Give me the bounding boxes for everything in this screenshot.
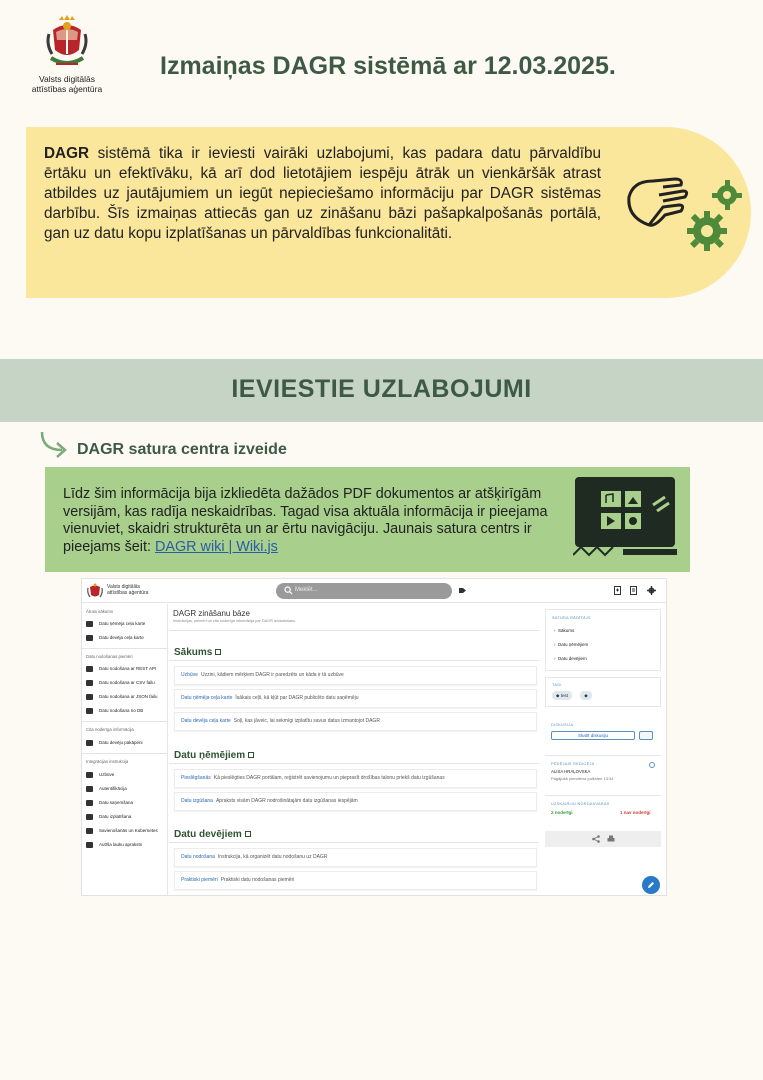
content-centre-body: Līdz šim informācija bija izkliedēta dažādos PDF dokumentos ar atšķirīgām versijām, kas radīja neskaidrības. Tagad visa aktuāla informācija ir pieejama vienuviet, skaidri strukturēta un ar ērtu navigāciju. Jaunais satura centrs ir pieejams šeit: — [63, 486, 548, 555]
editor-name: ALISA HRAĻOVSKA — [551, 769, 591, 774]
toc-item[interactable]: › Datu ņēmējiem — [554, 642, 589, 647]
not-useful-count[interactable]: 1 nav noderīgi — [620, 810, 651, 815]
section-title: DAGR satura centra izveide — [77, 441, 287, 458]
wiki-content — [169, 604, 541, 896]
section-band — [0, 359, 763, 422]
item-link[interactable]: Datu ņēmēja ceļa karte — [181, 695, 233, 701]
wiki-page-title: DAGR zināšanu bāze — [173, 609, 250, 618]
band-title: IEVIESTIE UZLABOJUMI — [231, 375, 532, 403]
sidebar-item-label: Datu nodošana ar CSV failu — [99, 680, 155, 686]
sidebar-item-label: Uzbūve — [99, 772, 115, 778]
sidebar-item[interactable] — [86, 772, 114, 778]
document-icon — [86, 814, 93, 820]
edited-time: Pagājušā pirmdiena pulksten 13:34 — [551, 776, 614, 781]
intro-panel — [26, 127, 751, 298]
document-icon — [86, 800, 93, 806]
sidebar-item-label: Datu devēju pakāpeni — [99, 740, 143, 746]
sidebar-item-label: Autentifikācija — [99, 786, 127, 792]
content-divider — [169, 660, 539, 661]
sidebar-item[interactable] — [86, 621, 145, 627]
wiki-page-subtitle: Instrukcijas, piemēri un cita noderīga informācija par DAGR izmantošanu — [173, 619, 296, 623]
toc-item-label: Datu devējiem — [558, 656, 587, 661]
share-bar — [545, 831, 661, 847]
map-icon — [86, 635, 93, 641]
search-placeholder: Meklēt... — [295, 587, 318, 593]
list-item[interactable] — [174, 871, 537, 890]
toc-item-label: Datu ņēmējiem — [558, 642, 589, 647]
sidebar-item-label: Datu izplatīšana — [99, 814, 132, 820]
content-centre-text — [63, 486, 563, 556]
section-heading-label: Datu devējiem — [174, 829, 242, 840]
item-link[interactable]: Datu izgūšana — [181, 798, 213, 804]
sidebar-item[interactable] — [86, 828, 158, 834]
sidebar-item-label: Datu nodošana no DB — [99, 708, 144, 714]
sidebar-item-label: Datu nodošana ar REST API — [99, 666, 157, 672]
copy-icon[interactable] — [245, 831, 251, 837]
wiki-logo-icon — [87, 582, 103, 600]
wiki-logo-line-1: Valsts digitālās — [107, 584, 140, 590]
rating-header: UZSKAIRIJU NORDAKVARAS — [551, 802, 610, 806]
toc-item[interactable]: › Sākums — [554, 628, 575, 633]
useful-count[interactable]: 2 noderīgi — [551, 810, 573, 815]
wiki-link[interactable]: DAGR wiki | Wiki.js — [154, 538, 278, 555]
intro-paragraph — [44, 144, 601, 244]
list-item[interactable] — [174, 689, 537, 708]
logo-line-2: attīstības aģentūra — [31, 84, 103, 94]
section-heading-givers — [174, 829, 251, 840]
edit-page-button[interactable] — [642, 876, 660, 894]
hand-gears-icon — [619, 165, 749, 255]
section-heading-start — [174, 647, 221, 658]
discussion-panel — [545, 721, 661, 747]
list-item[interactable] — [174, 769, 537, 788]
content-divider — [169, 763, 539, 764]
copy-icon[interactable] — [215, 649, 221, 655]
sidebar-item[interactable] — [86, 800, 133, 806]
sidebar-item[interactable] — [86, 680, 155, 686]
print-icon[interactable] — [607, 835, 615, 843]
map-icon — [86, 621, 93, 627]
tags-header: TAGI — [552, 683, 562, 687]
item-description: Praktiski datu nodošanas piemēri — [220, 877, 295, 883]
table-icon — [86, 842, 93, 848]
sidebar-header-integration: Integrācijas instrukcija — [86, 759, 129, 764]
all-tags-chip[interactable]: ◆ — [580, 691, 592, 700]
coat-of-arms-icon — [44, 14, 90, 72]
item-link[interactable]: Uzbūve — [181, 672, 198, 678]
sidebar-divider — [82, 753, 167, 754]
braces-icon — [86, 694, 93, 700]
item-description: Instrukcija, kā organizēt datu nodošanu uz DAGR — [217, 854, 328, 860]
last-edited-panel — [545, 755, 661, 787]
gear-icon[interactable] — [647, 586, 656, 595]
item-link[interactable]: Datu devēja ceļa karte — [181, 718, 231, 724]
file-icon — [86, 680, 93, 686]
intro-body: sistēmā tika ir ieviesti vairāki uzlabojumi, kas padara datu pārvaldību ērtāku un efektīvāku, kā arī dod lietotājiem iespēju ātrāk un vienkāršāk atrast atbildes uz jautājumiem un iegūt nepieciešamo informāciju par DAGR sistēmas darbību. Šīs izmaiņas attiecās gan uz zināšanu bāzi pašapkalpošanās portālā, gan uz datu kopu izplatīšanas un pārvaldības funkcionalitāti. — [44, 145, 601, 242]
sidebar-item[interactable] — [86, 814, 131, 820]
section-heading-label: Sākums — [174, 647, 213, 658]
toc-item[interactable]: › Datu devējiem — [554, 656, 587, 661]
list-item[interactable] — [174, 792, 537, 811]
sidebar-item[interactable] — [86, 786, 127, 792]
sidebar-item-label: Datu ņēmēja ceļa karte — [99, 621, 146, 627]
tag-icon[interactable] — [459, 587, 467, 594]
toc-header: SATURA RĀDĪTĀJS — [552, 616, 591, 620]
list-item[interactable] — [174, 712, 537, 731]
sidebar-item-label: Datu saņemšana — [99, 800, 134, 806]
section-heading-label: Datu ņēmējiem — [174, 750, 246, 761]
sidebar-item[interactable] — [86, 635, 144, 641]
structure-icon — [86, 772, 93, 778]
sidebar-item[interactable] — [86, 740, 143, 746]
tag-chip[interactable]: ◆ test — [552, 691, 572, 700]
wiki-topbar — [82, 579, 667, 603]
wiki-screenshot — [81, 578, 667, 896]
wiki-sidebar — [82, 604, 168, 896]
toc-item-label: Sākums — [558, 628, 575, 633]
lock-icon — [86, 786, 93, 792]
sidebar-header-quickstart: Ātrais sākums — [86, 609, 113, 614]
sidebar-divider — [82, 721, 167, 722]
item-link[interactable]: Pieslēgšanās — [181, 775, 211, 781]
intro-lead: DAGR — [44, 145, 90, 162]
content-divider — [169, 842, 539, 843]
sidebar-header-examples: Datu nodošanas piemēri — [86, 654, 133, 659]
sidebar-item-label: Datu devēja ceļa karte — [99, 635, 144, 641]
content-divider — [169, 630, 539, 631]
item-link[interactable]: Datu nodošana — [181, 854, 215, 860]
wiki-logo-line-2: attīstības aģentūra — [107, 590, 149, 596]
tag-chip-label: test — [560, 693, 568, 698]
api-icon — [86, 666, 93, 672]
rating-panel — [545, 795, 661, 825]
wiki-logo-text — [107, 584, 148, 596]
section-heading-takers — [174, 750, 254, 761]
item-description: Soļi, kas jāveic, lai sekmīgi izplatītu savus datus izmantojot DAGR — [233, 718, 380, 724]
logo-line-1: Valsts digitālās — [38, 74, 96, 84]
search-icon — [284, 586, 293, 595]
sidebar-item-label: Autīša lauku apraksts — [99, 842, 143, 848]
item-link[interactable]: Praktiski piemēri — [181, 877, 218, 883]
history-icon[interactable] — [649, 762, 655, 768]
content-centre-panel — [45, 467, 690, 572]
list-item[interactable] — [174, 848, 537, 867]
item-description: Kā pieslēgties DAGR portālam, reģistrēt savienojumu un pieprasīt drošības talonu priekš datu izgūšanas — [213, 775, 445, 781]
comment-icon[interactable] — [639, 731, 653, 740]
sidebar-item[interactable] — [86, 708, 143, 714]
database-icon — [86, 708, 93, 714]
tags-panel — [545, 677, 661, 707]
discussion-header: DISKUSIJA — [551, 723, 574, 727]
item-description: Īsākais ceļš, kā kļūt par DAGR publicēto datu saņēmēju — [235, 695, 359, 701]
agency-logo — [22, 14, 112, 94]
item-description: Apraksts visām DAGR nodrošinātajām datu izgūšanas iespējām — [215, 798, 358, 804]
sidebar-item[interactable] — [86, 666, 156, 672]
chat-icon — [86, 740, 93, 746]
sidebar-divider — [82, 648, 167, 649]
wiki-search-input[interactable] — [276, 583, 452, 599]
sidebar-item[interactable] — [86, 694, 158, 700]
curved-arrow-icon — [38, 430, 72, 460]
copy-icon[interactable] — [248, 752, 254, 758]
pencil-icon — [647, 881, 655, 889]
item-description: Uzzini, kādiem mērķiem DAGR ir paredzēts un kāda ir tā uzbūve — [200, 672, 344, 678]
view-discussion-button[interactable]: Skatīt diskusiju — [551, 731, 635, 740]
network-icon — [86, 828, 93, 834]
page-title: Izmaiņas DAGR sistēmā ar 12.03.2025. — [160, 52, 616, 80]
sidebar-item[interactable] — [86, 842, 142, 848]
monitor-media-icon — [573, 475, 678, 557]
sidebar-item-label: Savienošanās un Kubernetes — [99, 828, 158, 834]
share-icon[interactable] — [592, 835, 600, 843]
list-item[interactable] — [174, 666, 537, 685]
sidebar-header-other: Cita noderīga informācija — [86, 727, 134, 732]
toc-panel — [545, 609, 661, 671]
new-page-icon[interactable] — [614, 586, 622, 595]
page-actions-icon[interactable] — [630, 586, 638, 595]
sidebar-item-label: Datu nodošana ar JSON failu — [99, 694, 158, 700]
last-edited-header: PĒDĒJAIS REDIĢĒJA — [551, 762, 595, 766]
